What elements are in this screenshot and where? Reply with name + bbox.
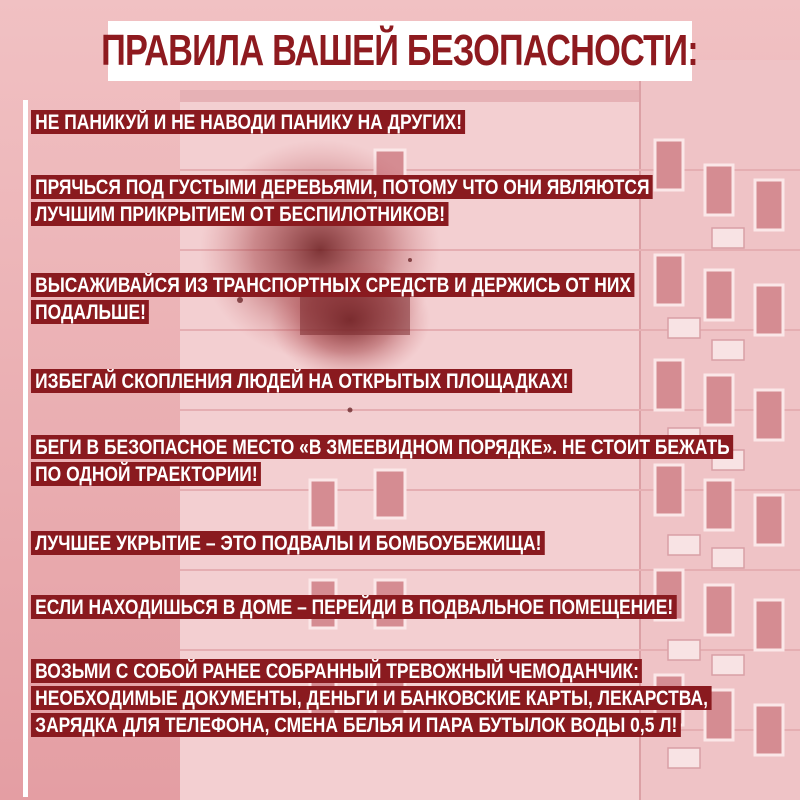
rule-line: ЛУЧШИМ ПРИКРЫТИЕМ ОТ БЕСПИЛОТНИКОВ! — [31, 202, 448, 226]
rule-item — [31, 658, 711, 739]
rule-line: НЕ ПАНИКУЙ И НЕ НАВОДИ ПАНИКУ НА ДРУГИХ! — [31, 110, 465, 134]
rule-line: ВОЗЬМИ С СОБОЙ РАНЕЕ СОБРАННЫЙ ТРЕВОЖНЫЙ ЧЕМОДАНЧИК: — [31, 659, 642, 683]
rules-accent-bar — [23, 100, 28, 797]
rule-item — [31, 174, 653, 228]
rule-line: ЗАРЯДКА ДЛЯ ТЕЛЕФОНА, СМЕНА БЕЛЬЯ И ПАРА БУТЫЛОК ВОДЫ 0,5 Л! — [31, 713, 681, 737]
rule-line: ПО ОДНОЙ ТРАЕКТОРИИ! — [31, 462, 261, 486]
rule-item — [31, 368, 572, 395]
title-banner — [101, 21, 699, 81]
rule-line: НЕОБХОДИМЫЕ ДОКУМЕНТЫ, ДЕНЬГИ И БАНКОВСКИЕ КАРТЫ, ЛЕКАРСТВА, — [31, 686, 711, 710]
rule-line: БЕГИ В БЕЗОПАСНОЕ МЕСТО «В ЗМЕЕВИДНОМ ПОРЯДКЕ». НЕ СТОИТ БЕЖАТЬ — [31, 435, 733, 459]
rule-item — [31, 272, 634, 326]
rule-line: ЛУЧШЕЕ УКРЫТИЕ – ЭТО ПОДВАЛЫ И БОМБОУБЕЖИЩА! — [31, 531, 545, 555]
rule-item — [31, 594, 676, 621]
rule-line: ПОДАЛЬШЕ! — [31, 300, 149, 324]
rule-line: ПРЯЧЬСЯ ПОД ГУСТЫМИ ДЕРЕВЬЯМИ, ПОТОМУ ЧТО ОНИ ЯВЛЯЮТСЯ — [31, 175, 653, 199]
rule-item — [31, 434, 733, 488]
rule-line: ИЗБЕГАЙ СКОПЛЕНИЯ ЛЮДЕЙ НА ОТКРЫТЫХ ПЛОЩАДКАХ! — [31, 369, 572, 393]
rule-item — [31, 109, 465, 136]
rule-line: ВЫСАЖИВАЙСЯ ИЗ ТРАНСПОРТНЫХ СРЕДСТВ И ДЕРЖИСЬ ОТ НИХ — [31, 273, 634, 297]
page-title: ПРАВИЛА ВАШЕЙ БЕЗОПАСНОСТИ: — [101, 26, 699, 75]
rule-item — [31, 530, 545, 557]
rule-line: ЕСЛИ НАХОДИШЬСЯ В ДОМЕ – ПЕРЕЙДИ В ПОДВАЛЬНОЕ ПОМЕЩЕНИЕ! — [31, 595, 676, 619]
